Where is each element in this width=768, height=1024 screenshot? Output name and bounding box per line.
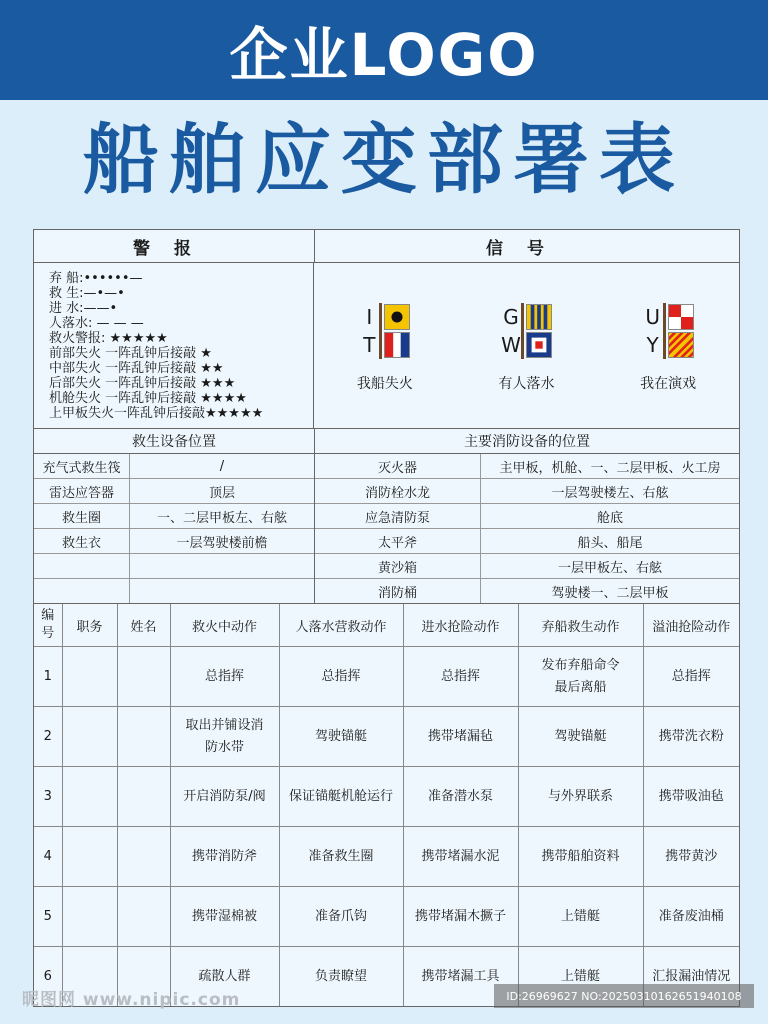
table-row: [315, 579, 739, 603]
equipment-header: [34, 429, 739, 454]
flag-whiskey-icon: [526, 332, 552, 358]
signal-heading: 信号: [486, 238, 568, 259]
firefighting-heading: 主要消防设备的位置: [464, 434, 590, 450]
firefighting-table: [315, 454, 739, 603]
table-cell: [117, 827, 170, 887]
equipment-location: 驾驶楼一、二层甲板: [551, 585, 669, 601]
flag-pole-icon: [521, 303, 524, 359]
equipment-location: 一层甲板左、右舷: [557, 560, 662, 576]
flag-uniform-icon: [668, 304, 694, 330]
table-row: [34, 767, 739, 827]
watermark-id: ID:26969627 NO:20250310162651940108: [494, 984, 754, 1008]
column-header: 职务: [62, 604, 117, 647]
table-row: [315, 504, 739, 529]
table-cell: 5: [34, 887, 62, 947]
table-cell: 总指挥: [279, 647, 403, 707]
table-row: [34, 887, 739, 947]
alarm-item: 机舱失火 一阵乱钟后接敲 ★★★★: [49, 391, 247, 406]
table-cell: 准备潜水泵: [403, 767, 518, 827]
equipment-location: /: [219, 458, 225, 474]
signal-caption: 我船失火: [356, 376, 413, 392]
equipment-name: 雷达应答器: [34, 479, 130, 503]
table-cell: [117, 647, 170, 707]
equipment-location: 顶层: [208, 485, 235, 501]
alarm-signal-header: [34, 230, 739, 263]
flag-tango-icon: [384, 332, 410, 358]
table-row: [315, 454, 739, 479]
table-cell: [62, 887, 117, 947]
signal-drill: [608, 303, 728, 428]
equipment-name: 应急清防泵: [315, 504, 481, 528]
page-title: 船舶应变部署表: [83, 115, 685, 204]
table-row: [34, 529, 314, 554]
table-cell: 6: [34, 947, 62, 1007]
equipment-location: 一层驾驶楼左、右舷: [551, 485, 669, 501]
table-cell: 总指挥: [170, 647, 279, 707]
table-cell: 上错艇: [518, 887, 643, 947]
equipment-location: 主甲板，机舱、一、二层甲板、火工房: [499, 460, 721, 476]
table-cell: 上错艇: [518, 947, 643, 1007]
flag-letter: G: [503, 305, 519, 329]
table-cell: 发布弃船命令 最后离船: [518, 647, 643, 707]
table-row: [34, 479, 314, 504]
table-cell: 负责瞭望: [279, 947, 403, 1007]
equipment-name: 太平斧: [315, 529, 481, 553]
equipment-location: 船头、船尾: [577, 535, 643, 551]
equipment-location: 舱底: [596, 510, 623, 526]
table-cell: 携带消防斧: [170, 827, 279, 887]
column-header: 人落水营救动作: [279, 604, 403, 647]
lifesaving-heading: 救生设备位置: [34, 429, 315, 453]
column-header: 溢油抢险动作: [643, 604, 739, 647]
flag-letter: Y: [646, 333, 659, 357]
alarm-item: 救火警报: ★★★★★: [49, 331, 168, 346]
table-cell: [117, 887, 170, 947]
alarm-item: 弃 船:••••••—: [49, 271, 143, 286]
table-row: [34, 579, 314, 603]
equipment-name: 灭火器: [315, 454, 481, 478]
flag-letter: T: [363, 333, 376, 357]
equipment-name: [34, 554, 130, 578]
flag-golf-icon: [526, 304, 552, 330]
table-row: [315, 554, 739, 579]
table-cell: 携带堵漏木撅子: [403, 887, 518, 947]
alarm-item: 中部失火 一阵乱钟后接敲 ★★: [49, 361, 224, 376]
signal-fire: [325, 303, 445, 428]
table-row: [34, 554, 314, 579]
column-header: 进水抢险动作: [403, 604, 518, 647]
table-cell: 准备爪钩: [279, 887, 403, 947]
equipment-name: 充气式救生筏: [34, 454, 130, 478]
contingency-table: [33, 229, 740, 1007]
equipment-name: 救生圈: [34, 504, 130, 528]
column-header: 编号: [34, 604, 62, 647]
alarm-item: 人落水: — — —: [49, 316, 144, 331]
lifesaving-table: [34, 454, 315, 603]
flag-letter: U: [645, 305, 660, 329]
flag-yankee-icon: [668, 332, 694, 358]
equipment-name: [34, 579, 130, 603]
table-cell: 准备救生圈: [279, 827, 403, 887]
duty-header-row: [34, 604, 739, 647]
table-cell: 携带堵漏毡: [403, 707, 518, 767]
table-cell: 携带吸油毡: [643, 767, 739, 827]
flag-letter: I: [366, 305, 373, 329]
equipment-location: [130, 579, 314, 603]
table-row: [34, 454, 314, 479]
alarm-item: 进 水:——•: [49, 301, 118, 316]
column-header: 弃船救生动作: [518, 604, 643, 647]
alarm-signal-body: [34, 263, 739, 429]
table-cell: 汇报漏油情况: [643, 947, 739, 1007]
table-cell: 携带湿棉被: [170, 887, 279, 947]
alarm-heading: 警报: [34, 230, 315, 262]
table-row: [34, 504, 314, 529]
table-cell: 开启消防泵/阀: [170, 767, 279, 827]
signal-caption: 我在演戏: [640, 376, 697, 392]
table-cell: 总指挥: [643, 647, 739, 707]
flag-india-icon: [384, 304, 410, 330]
duty-table: [34, 604, 739, 1006]
table-cell: 2: [34, 707, 62, 767]
flag-pole-icon: [379, 303, 382, 359]
flag-letter: W: [501, 333, 521, 357]
table-cell: 总指挥: [403, 647, 518, 707]
table-row: [34, 827, 739, 887]
table-cell: 准备废油桶: [643, 887, 739, 947]
table-row: [34, 647, 739, 707]
table-cell: 携带船舶资料: [518, 827, 643, 887]
table-cell: [62, 827, 117, 887]
table-cell: [117, 707, 170, 767]
alarm-item: 上甲板失火一阵乱钟后接敲★★★★★: [49, 406, 264, 421]
signal-flags: [314, 263, 739, 428]
equipment-location: [130, 554, 314, 578]
equipment-location: 一、二层甲板左、右舷: [156, 510, 287, 526]
table-cell: 1: [34, 647, 62, 707]
table-cell: 3: [34, 767, 62, 827]
column-header: 姓名: [117, 604, 170, 647]
table-cell: [62, 647, 117, 707]
alarm-item: 前部失火 一阵乱钟后接敲 ★: [49, 346, 212, 361]
column-header: 救火中动作: [170, 604, 279, 647]
equipment-name: 消防桶: [315, 579, 481, 603]
table-row: [315, 529, 739, 554]
table-cell: 保证锚艇机舱运行: [279, 767, 403, 827]
table-cell: 携带堵漏水泥: [403, 827, 518, 887]
company-logo: 企业LOGO: [229, 21, 539, 89]
flag-pole-icon: [663, 303, 666, 359]
alarm-list: [34, 263, 314, 428]
table-row: [34, 707, 739, 767]
table-cell: 携带洗衣粉: [643, 707, 739, 767]
equipment-name: 黄沙箱: [315, 554, 481, 578]
watermark-site: 昵图网 www.nipic.com: [22, 990, 241, 1010]
table-cell: 携带堵漏工具: [403, 947, 518, 1007]
top-banner: [0, 0, 768, 100]
table-cell: 取出并铺设消 防水带: [170, 707, 279, 767]
table-cell: 驾驶锚艇: [279, 707, 403, 767]
equipment-rows: [34, 454, 739, 604]
table-cell: 携带黄沙: [643, 827, 739, 887]
table-cell: 与外界联系: [518, 767, 643, 827]
table-cell: [62, 707, 117, 767]
table-row: [315, 479, 739, 504]
table-cell: [117, 767, 170, 827]
equipment-location: 一层驾驶楼前檐: [176, 535, 268, 551]
signal-caption: 有人落水: [498, 376, 555, 392]
table-cell: [62, 767, 117, 827]
equipment-name: 救生衣: [34, 529, 130, 553]
alarm-item: 后部失火 一阵乱钟后接敲 ★★★: [49, 376, 236, 391]
signal-man-overboard: [466, 303, 586, 428]
table-cell: 驾驶锚艇: [518, 707, 643, 767]
table-cell: 疏散人群: [170, 947, 279, 1007]
alarm-item: 救 生:—•—•: [49, 286, 125, 301]
table-cell: 4: [34, 827, 62, 887]
equipment-name: 消防栓水龙: [315, 479, 481, 503]
